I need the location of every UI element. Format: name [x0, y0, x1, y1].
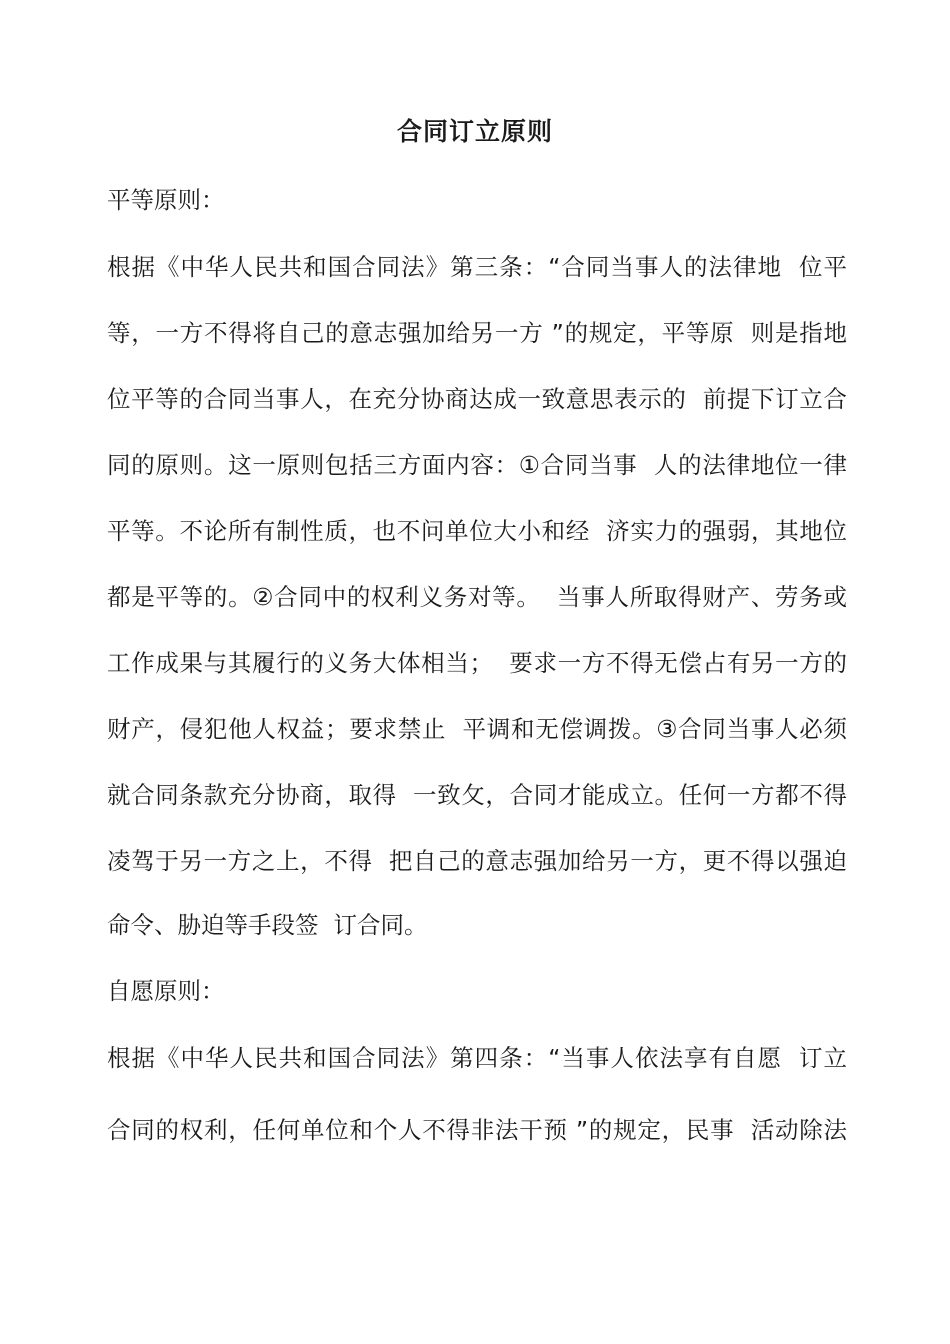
section-heading-voluntariness: 自愿原则：	[107, 977, 225, 1005]
paragraph-line: 平等。不论所有制性质，也不问单位大小和经 济实力的强弱，其地位	[107, 517, 847, 545]
paragraph-line: 位平等的合同当事人，在充分协商达成一致意思表示的 前提下订立合	[107, 385, 847, 413]
paragraph-line: 合同的权利，任何单位和个人不得非法干预 ”的规定，民事 活动除法	[107, 1116, 847, 1144]
section-heading-equality: 平等原则：	[107, 186, 225, 214]
paragraph-line: 都是平等的。②合同中的权利义务对等。 当事人所取得财产、劳务或	[107, 583, 847, 611]
document-title: 合同订立原则	[396, 117, 553, 146]
paragraph-line: 根据《中华人民共和国合同法》第四条：“当事人依法享有自愿 订立	[107, 1044, 847, 1072]
paragraph-line: 同的原则。这一原则包括三方面内容：①合同当事 人的法律地位一律	[107, 451, 847, 479]
paragraph-line: 等，一方不得将自己的意志强加给另一方 ”的规定，平等原 则是指地	[107, 319, 847, 347]
paragraph-line: 财产，侵犯他人权益；要求禁止 平调和无偿调拨。③合同当事人必须	[107, 715, 847, 743]
paragraph-line: 根据《中华人民共和国合同法》第三条：“合同当事人的法律地 位平	[107, 253, 847, 281]
paragraph-line: 凌驾于另一方之上，不得 把自己的意志强加给另一方，更不得以强迫	[107, 847, 847, 875]
paragraph-line: 命令、胁迫等手段签 订合同。	[107, 911, 428, 939]
paragraph-line: 就合同条款充分协商，取得 一致攵，合同才能成立。任何一方都不得	[107, 781, 847, 809]
paragraph-line: 工作成果与其履行的义务大体相当； 要求一方不得无偿占有另一方的	[107, 649, 847, 677]
